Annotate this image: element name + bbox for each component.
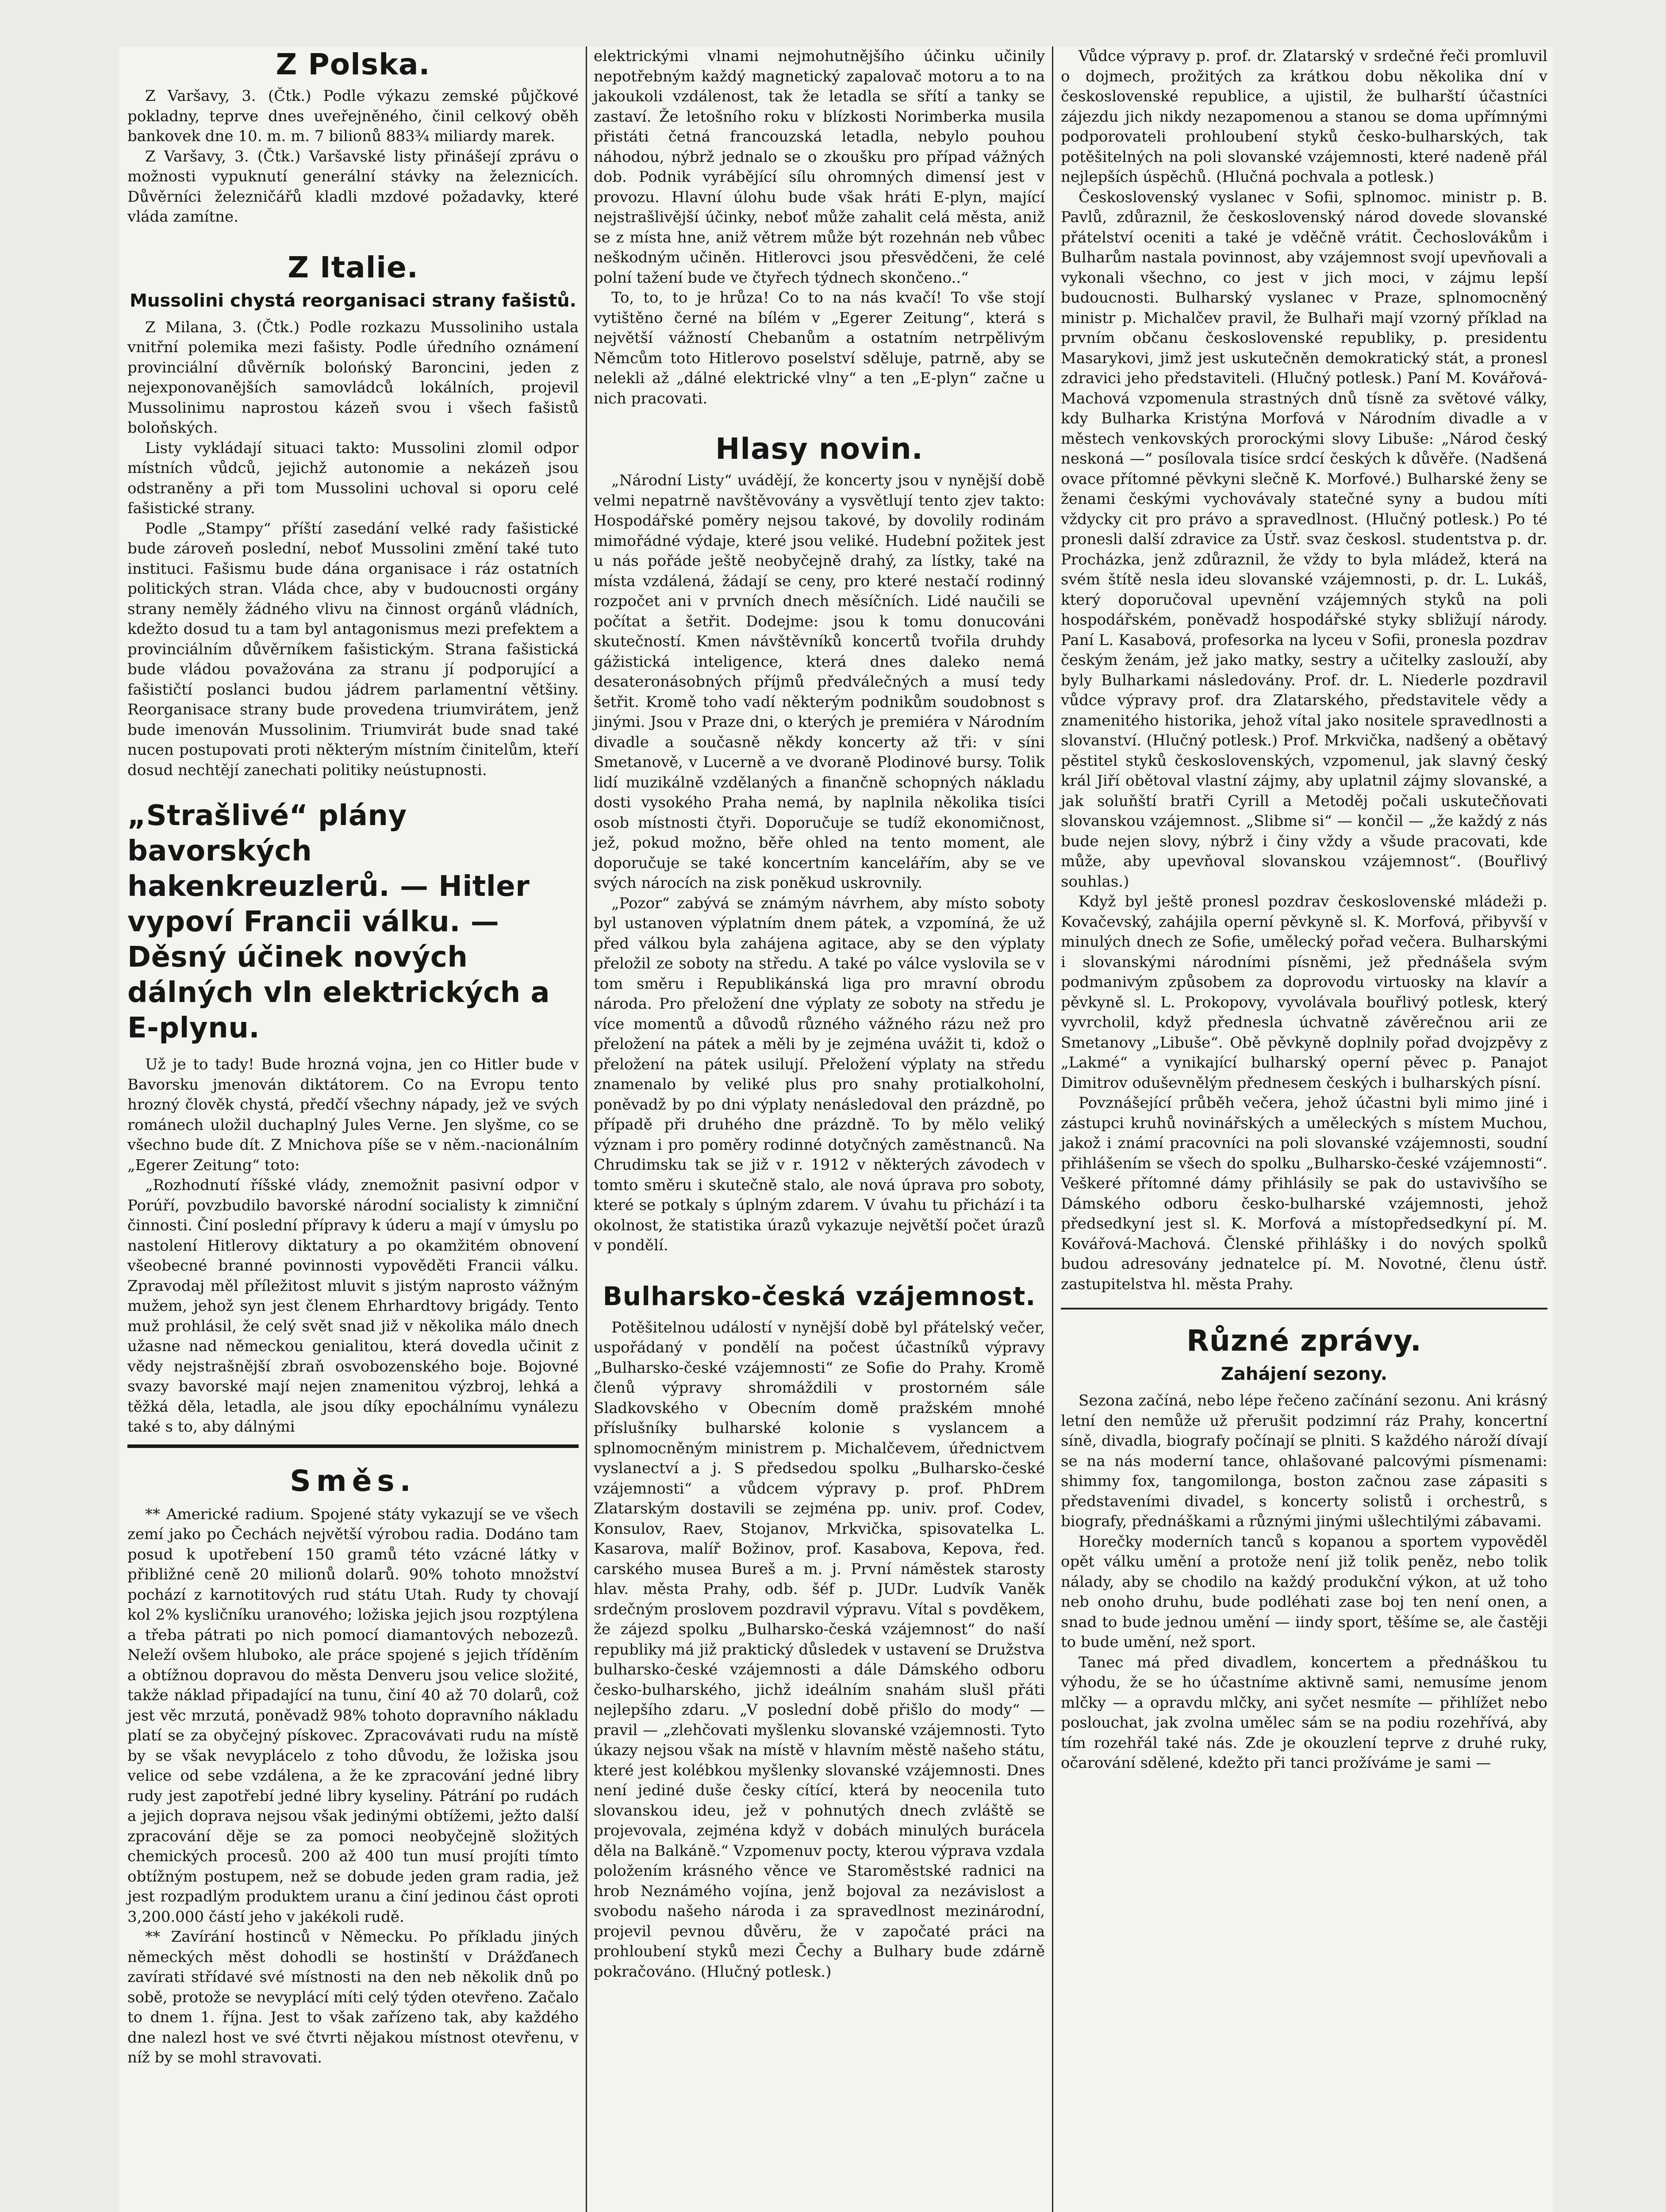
section-divider: [1061, 1308, 1547, 1310]
article-paragraph: Podle „Stampy“ příští zasedání velké rady fašistické bude zároveň poslední, neboť Mussolini změní také tuto instituci. Fašismu bude dána organisace i ráz ostatních politických stran. Vláda chce, aby v budoucnosti orgány strany neměly žádného vlivu na činnost orgánů vládních, kdežto dosud tu a tam byl antagonismus mezi prefektem a provinciálním důvěrníkem fašistickým. Strana fašistická bude vládou považována za stranu jí podporující a fašističtí poslanci budou jádrem parlamentní většiny. Reorganisace strany bude provedena triumvirátem, jenž bude imenován Mussolinim. Triumvirát bude snad také nucen postupovati proti některým místním činitelům, kteří dosud nechtějí zanechati politiky neústupnosti.: [127, 519, 579, 779]
article-paragraph: Povznášející průběh večera, jehož účastni byli mimo jiné i zástupci kruhů novinářských a uměleckých s místem Muchou, jakož i známí pracovníci na poli slovanské vzájemnosti, soudní přihlášením se všech do spolku „Bulharsko-české vzájemnosti“. Veškeré přítomné dámy přihlásily se pak do ustavivšího se Dámského odboru česko-bulharské vzájemnosti, jehož předsedkyní jest sl. K. Morfová a místopředsedkyní pí. M. Kovářová-Machová. Členské přihlášky i do nových spolků budou adresovány jednatelce pí. M. Novotné, členu ústř. zastupitelstva hl. města Prahy.: [1061, 1094, 1547, 1293]
section-title-hlasy-novin: Hlasy novin.: [715, 432, 923, 466]
article-paragraph: Československý vyslanec v Sofii, splnomoc. ministr p. B. Pavlů, zdůraznil, že československý národ dovede slovanské přátelství oceniti a také je vděčně vrátit. Čechoslovákům i Bulharům nastala povinnost, aby vzájemnost svojí upevňovali a vykonali všechno, co jest v jich moci, v zájmu lepší budoucnosti. Bulharský vyslanec v Praze, splnomocněný ministr p. Michalčev pravil, že Bulhaři mají vzorný příklad na prvním občanu československé republiky, p. presidentu Masarykovi, jimž jest uskutečněn demokratický stát, a pronesl zdravici jeho představiteli. (Hlučný potlesk.) Paní M. Kovářová-Machová vzpomenula strastných dnů tísně za světové války, kdy Bulharka Kristýna Morfová v Národním divadle a v městech venkovských prorockými slovy Libuše: „Národ český neskoná —“ posílovala tisíce srdcí českých k důvěře. (Nadšená ovace přítomné pěvkyni slečně K. Morfové.) Bulharské ženy se ženami českými vychovávaly statečné syny a budou míti vždycky cit pro právo a spravedlnost. (Hlučný potlesk.) Po té pronesli další zdravice za Ústř. svaz českosl. studentstva p. dr. Procházka, jenž zdůraznil, že vždy to byla mládež, která na svém štítě nesla ideu slovanské vzájemnosti, p. dr. L. Lukáš, který doporučoval upevnění vzájemných styků na poli hospodářském, poněvadž hospodářské styky sbližují národy. Paní L. Kasabová, profesorka na lyceu v Sofii, pronesla pozdrav českým ženám, jež jako matky, sestry a učitelky zaslouží, aby byly Bulharkami následovány. Prof. dr. L. Niederle pozdravil vůdce výpravy prof. dra Zlatarského, představitele vědy a znamenitého historika, jehož vítal jako nositele spravedlnosti a slovanství. (Hlučný potlesk.) Prof. Mrkvička, nadšený a obětavý pěstitel styků československých, vzpomenul, jak slavný český král Jiří obětoval vlastní zájmy, aby uplatnil zájmy slovanské, a jak soluňští bratři Cyrill a Metoděj počali uskutečňovati slovanskou vzájemnost. „Slibme si“ — končil — „že každý z nás bude nejen slovy, nýbrž i činy vždy a všude pracovati, kde může, aby upevňoval slovanskou vzájemnost“. (Bouřlivý souhlas.): [1061, 188, 1547, 891]
article-paragraph: Listy vykládají situaci takto: Mussolini zlomil odpor místních vůdců, jejichž autonomie a nekázeň jsou odstraněny a při tom Mussolini uchoval si oporu celé fašistické strany.: [127, 439, 579, 517]
section-title-italie: Z Italie.: [288, 250, 418, 284]
article-paragraph: Sezona začíná, nebo lépe řečeno začínání sezonu. Ani krásný letní den nemůže už přerušit podzimní ráz Prahy, koncertní síně, divadla, biografy počínají se plniti. S každého nároží dívají se na nás moderní tance, ohlašované palcovými písmenami: shimmy fox, tangomilonga, boston začnou zase zápasiti s představeními divadel, s koncerty solistů i orchestrů, s biografy, přednáškami a různými jinými ušlechtilými zábavami.: [1061, 1392, 1547, 1530]
article-paragraph: Vůdce výpravy p. prof. dr. Zlatarský v srdečné řeči promluvil o dojmech, prožitých za krátkou dobu několika dní v československé republice, a ujistil, že bulharští účastníci zájezdu jich nikdy nezapomenou a stanou se doma upřímnými podporovateli prohloubení styků česko-bulharských, tak potěšitelných na poli slovanské vzájemnosti, které nadeně přál nejlepších úspěchů. (Hlučná pochvala a potlesk.): [1061, 47, 1547, 186]
article-paragraph: „Pozor“ zabývá se známým návrhem, aby místo soboty byl ustanoven výplatním dnem pátek, a vzpomíná, že už před válkou byla zahájena agitace, aby se den výplaty přeložil ze soboty na středu. A také po válce vyslovila se v tom směru i Republikánská liga pro mravní obrodu národa. Pro přeložení dne výplaty ze soboty na středu je více momentů a důvodů různého vážného rázu než pro přeložení na pátek a měli by je zejména uvážit ti, kdož o přeložení na pátek usilují. Přeložení výplaty na středu znamenalo by veliké plus pro snahy protialkoholní, poněvadž by po dni výplaty nenásledoval den prázdně, po případě při druhého dne prázdně. To by mělo veliký význam i pro poměry rodinné dotyčných zaměstnanců. Na Chrudimsku tak se již v r. 1912 v některých závodech v tomto směru i skutečně stalo, ale nová úprava pro soboty, které se potkaly s úplným zdarem. V úvahu tu přichází i ta okolnost, že statistika úrazů vykazuje největší počet úrazů v pondělí.: [594, 894, 1045, 1254]
column-1: [127, 46, 579, 2068]
article-paragraph: Potěšitelnou událostí v nynější době byl přátelský večer, uspořádaný v pondělí na počest účastníků výpravy „Bulharsko-české vzájemnosti“ ze Sofie do Prahy. Kromě členů výpravy shromáždili v prostorném sále Sladkovského v Obecním domě pražském mnohé příslušníky bulharské kolonie s vyslancem a splnomocněným ministrem p. Michalčevem, úřednictvem vyslanectví a j. S předsedou spolku „Bulharsko-české vzájemnosti“ a vůdcem výpravy p. prof. PhDrem Zlatarským dostavili se zejména pp. univ. prof. Codev, Konsulov, Raev, Stojanov, Mrkvička, spisovatelka L. Kasarova, malíř Božinov, prof. Kasabova, Kepova, řed. carského musea Bureš a m. j. První náměstek starosty hlav. města Prahy, odb. šéf p. JUDr. Ludvík Vaněk srdečným proslovem pozdravil výpravu. Vítal s povděkem, že zájezd spolku „Bulharsko-česká vzájemnost“ do naší republiky má již praktický důsledek v ustavení se Družstva bulharsko-české vzájemnosti a dále Dámského odboru česko-bulharského, jichž ideálním snahám slušl přáti nejlepšího zdaru. „V poslední době přišlo do mody“ — pravil — „zlehčovati myšlenku slovanské vzájemnosti. Tyto úkazy nejsou však na místě v hlavním městě našeho státu, které jest kolébkou myšlenky slovanské vzájemnosti. Dnes není jediné duše česky cítící, která by neocenila tuto slovanskou ideu, jež v pohnutých dnech zvláště se projevovala, zejména když v dobách minulých burácela děla na Balkáně.“ Vzpomenuv pocty, kterou výprava vzdala položením krásného věnce ve Staroměstské radnici na hrob Neznámého vojína, jenž bojoval za nezávislost a svobodu našeho národa i za spravedlnost mezinárodní, projevil pevnou důvěru, že v započaté práci na prohloubení styků mezi Čechy a Bulhary bude zdárně pokračováno. (Hlučný potlesk.): [594, 1318, 1045, 1981]
column-divider: [1052, 46, 1053, 2212]
section-title-bulharsko: Bulharsko-česká vzájemnost.: [603, 1281, 1036, 1311]
article-paragraph: Z Milana, 3. (Čtk.) Podle rozkazu Mussoliniho ustala vnitřní polemika mezi fašisty. Podle úředního oznámení provinciální důvěrník bolońský Baroncini, jeden z nejexponovanějších samovládců lokálních, projevil Mussolinimu naprostou kázeň svou i všech fašistů boloňských.: [127, 318, 579, 437]
article-paragraph: Už je to tady! Bude hrozná vojna, jen co Hitler bude v Bavorsku jmenován diktátorem. Co na Evropu tento hrozný člověk chystá, předčí všechny nápady, jež ve svých románech uložil duchaplný Jules Verne. Jen slyšme, co se všechno bude dít. Z Mnichova píše se v něm.-nacionálním „Egerer Zeitung“ toto:: [127, 1056, 579, 1174]
article-paragraph: ** Americké radium. Spojené státy vykazují se ve všech zemí jako po Čechách největší výrobou radia. Dodáno tam posud k upotřebení 150 gramů této vzácné látky v přibližné ceně 20 milionů dolarů. 90% tohoto množství pochází z karnotitových rud státu Utah. Rudy ty chovají kol 2% kysličníku uranového; ložiska jejich jsou rozptýlena a třeba pátrati po nich pomocí diamantových nebozezů. Neleží ovšem hluboko, ale práce spojené s jejich tříděním a obtížnou dopravou do města Denveru jsou velice složité, takže náklad připadající na tunu, činí 40 až 70 dolarů, což jest věc mrzutá, poněvadž 98% tohoto dopravního nákladu platí se za obyčejný pískovec. Zpracovávati rudu na místě by se však nevyplácelo z toho důvodu, že ložiska jsou velice od sebe vzdálena, a že ke zpracování jedné libry rudy jest zapotřebí jedné libry kyseliny. Pátrání po rudách a jejich doprava nejsou však jedinými obtížemi, ježto další zpracování děje se za pomoci neobyčejně složitých chemických procesů. 200 až 400 tun musí projíti tímto obtížným postupem, než se dobude jeden gram radia, jež jest rozpadlým produktem uranu a činí jedinou část oproti 3,200.000 částí jeho v jakékoli rudě.: [127, 1505, 579, 1926]
column-2: [594, 46, 1045, 1982]
article-paragraph: Když byl ještě pronesl pozdrav československé mládeži p. Kovačevský, zahájila operní pěvkyně sl. K. Morfová, přibyvší v minulých dnech ze Sofie, umělecký pořad večera. Bulharskými i slovanskými národními písněmi, jež přednášela svým podmanivým způsobem za doprovodu virtuosky na klavír a pěvkyně sl. L. Prokopovy, vyvolávala bouřlivý potlesk, který vyvrcholil, když přednesla úchvatně závěrečnou arii ze Smetanovy „Libuše“. Obě pěvkyně doplnily pořad dvojzpěvy z „Lakmé“ a vynikající bulharský operní pěvec p. Panajot Dimitrov oduševnělým přednesem českých i bulharských písní.: [1061, 893, 1547, 1092]
article-paragraph: „Národní Listy“ uvádějí, že koncerty jsou v nynější době velmi nepatrně navštěvovány a vysvětlují tento zjev takto: Hospodářské poměry nejsou takové, by dovolily rodinám mimořádné výdaje, které jsou veliké. Hudební požitek jest u nás pořáde ještě neobyčejně drahý, za lístky, také na místa vzdálená, žádají se ceny, pro které nestačí rodinný rozpočet ani v prvních dnech měsíčních. Lidé naučili se počítat a šetřit. Dodejme: jsou k tomu donucováni skutečností. Kmen návštěvníků koncertů tvořila druhdy gážistická inteligence, která dnes daleko nemá desateronásobných příjmů předválečných a musí tedy šetřit. Kromě toho vadí některým podnikům soudobnost s jinými. Jsou v Praze dni, o kterých je premiéra v Národním divadle a současně někdy koncerty až tři: v síni Smetanově, v Lucerně a ve dvoraně Plodinové bursy. Tolik lidí muzikálně vzdělaných a finančně schopných nákladu dosti vysokého Praha nemá, by naplnila několika tisíci osob místnosti čtyři. Doporučuje se tudíž ekonomičnost, jež, pokud možno, běře ohled na tento moment, ale doporučuje se také koncertním kancelářím, aby se ve svých nárocích na zisk poněkud uskrovnily.: [594, 472, 1045, 892]
article-paragraph: To, to, to je hrůza! Co to na nás kvačí! To vše stojí vytištěno černé na bílém v „Egerer Zeitung“, která s největší vážností Chebanům a ostatním netrpělivým Němcům toto Hitlerovo poselství sděluje, patrně, aby se nelekli až „dálné elektrické vlny“ a ten „E-plyn“ začne u nich pracovati.: [594, 289, 1045, 407]
section-divider: [127, 1444, 579, 1448]
section-subtitle-zahajeni-sezony: Zahájení sezony.: [1221, 1364, 1388, 1384]
article-paragraph: Z Varšavy, 3. (Čtk.) Varšavské listy přinášejí zprávu o možnosti vypuknutí generální stávky na železnicích. Důvěrníci železničářů kladli mzdové požadavky, které vláda zamítne.: [127, 147, 579, 226]
column-divider: [586, 46, 587, 2212]
article-paragraph: „Rozhodnutí říšské vlády, znemožnit pasivní odpor v Porúří, povzbudilo bavorské národní socialisty k zimniční činnosti. Činí poslední přípravy k úderu a mají v úmyslu po nastolení Hitlerovy diktatury a po okamžitém obnovení všeobecné branné povinnosti vypověděti Francii válku. Zpravodaj měl příležitost mluvit s jistým naprosto vážným mužem, jehož syn jest členem Ehrhardtovy brigády. Tento muž prohlásil, že celý svět snad již v několika málo dnech užasne nad německou genialitou, která dovedla učinit z vědy nejstrašnější zbraň osvobozenského boje. Bojovné svazy bavorské mají nejen znamenitou výzbroj, lehká a těžká děla, letadla, ale jsou díky epochálnímu vynálezu také s to, aby dálnými: [127, 1176, 579, 1436]
section-title-ruzne-zpravy: Různé zprávy.: [1186, 1324, 1422, 1358]
article-paragraph: ** Zavírání hostinců v Německu. Po příkladu jiných německých měst dohodli se hostinští v Drážďanech zavírati střídavé své místnosti na den neb několik dnů po sobě, protože se nevyplácí míti celý týden otevřeno. Začalo to dnem 1. října. Jest to však zařízeno tak, aby každého dne nalezl host ve své čtvrti nějakou místnost otevřenu, v níž by se mohl stravovati.: [127, 1928, 579, 2066]
section-subtitle-italie: Mussolini chystá reorganisaci strany fašistů.: [130, 290, 576, 311]
article-paragraph: elektrickými vlnami nejmohutnějšího účinku učinily nepotřebným každý magnetický zapalovač motoru a to na jakoukoli vzdálenost, tak že letadla se sřítí a tanky se zastaví. Že letošního roku v blízkosti Norimberka musila přistáti četná francouzská letadla, nebylo pouhou náhodou, nýbrž jednalo se o zkoušku pro případ vážných dob. Podnik vyrábějící sílu ohromných dimensí jest v provozu. Hlavní úlohu bude však hráti E-plyn, mající nejstrašlivější účinky, neboť může zahalit celá města, aniž se z místa hne, aniž větrem může být rozehnán neb vůbec neškodným učiněn. Hitlerovci jsou přesvědčeni, že celé polní tažení bude ve čtyřech týdnech skončeno..“: [594, 47, 1045, 287]
headline-bavaria: „Strašlivé“ plány bavorských hakenkreuzlerů. — Hitler vypoví Francii válku. — Děsný účinek nových dálných vln elektrických a E-plynu.: [127, 799, 550, 1045]
section-title-polska: Z Polska.: [276, 47, 430, 81]
article-paragraph: Z Varšavy, 3. (Čtk.) Podle výkazu zemské půjčkové pokladny, teprve dnes uveřejněného, činil celkový oběh bankovek dne 10. m. m. 7 bilionů 883¾ miliardy marek.: [127, 87, 579, 145]
newspaper-page: [119, 46, 1553, 2212]
column-3: [1061, 46, 1547, 1774]
article-paragraph: Horečky moderních tanců s kopanou a sportem vypověděl opět válku umění a protože není již tolik peněz, nebo tolik nálady, aby se chodilo na každý produkční výkon, at už toho neb onoho druhu, bude podléhati zase boj ten není onen, a snad to bude jednou umění — iindy sport, těšíme se, ale častěji to bude umění, než sport.: [1061, 1532, 1547, 1651]
article-paragraph: Tanec má před divadlem, koncertem a přednáškou tu výhodu, že se ho účastníme aktivně sami, nemusíme jenom mlčky — a opravdu mlčky, ani syčet nesmíte — přihlížet nebo poslouchat, jak zvolna umělec sám se na podiu rozehřívá, aby tím rozehřál také nás. Zde je okouzlení teprve z druhé ruky, očarování sdělené, kdežto při tanci prožíváme je sami —: [1061, 1653, 1547, 1772]
section-title-smes: Směs.: [290, 1463, 416, 1498]
